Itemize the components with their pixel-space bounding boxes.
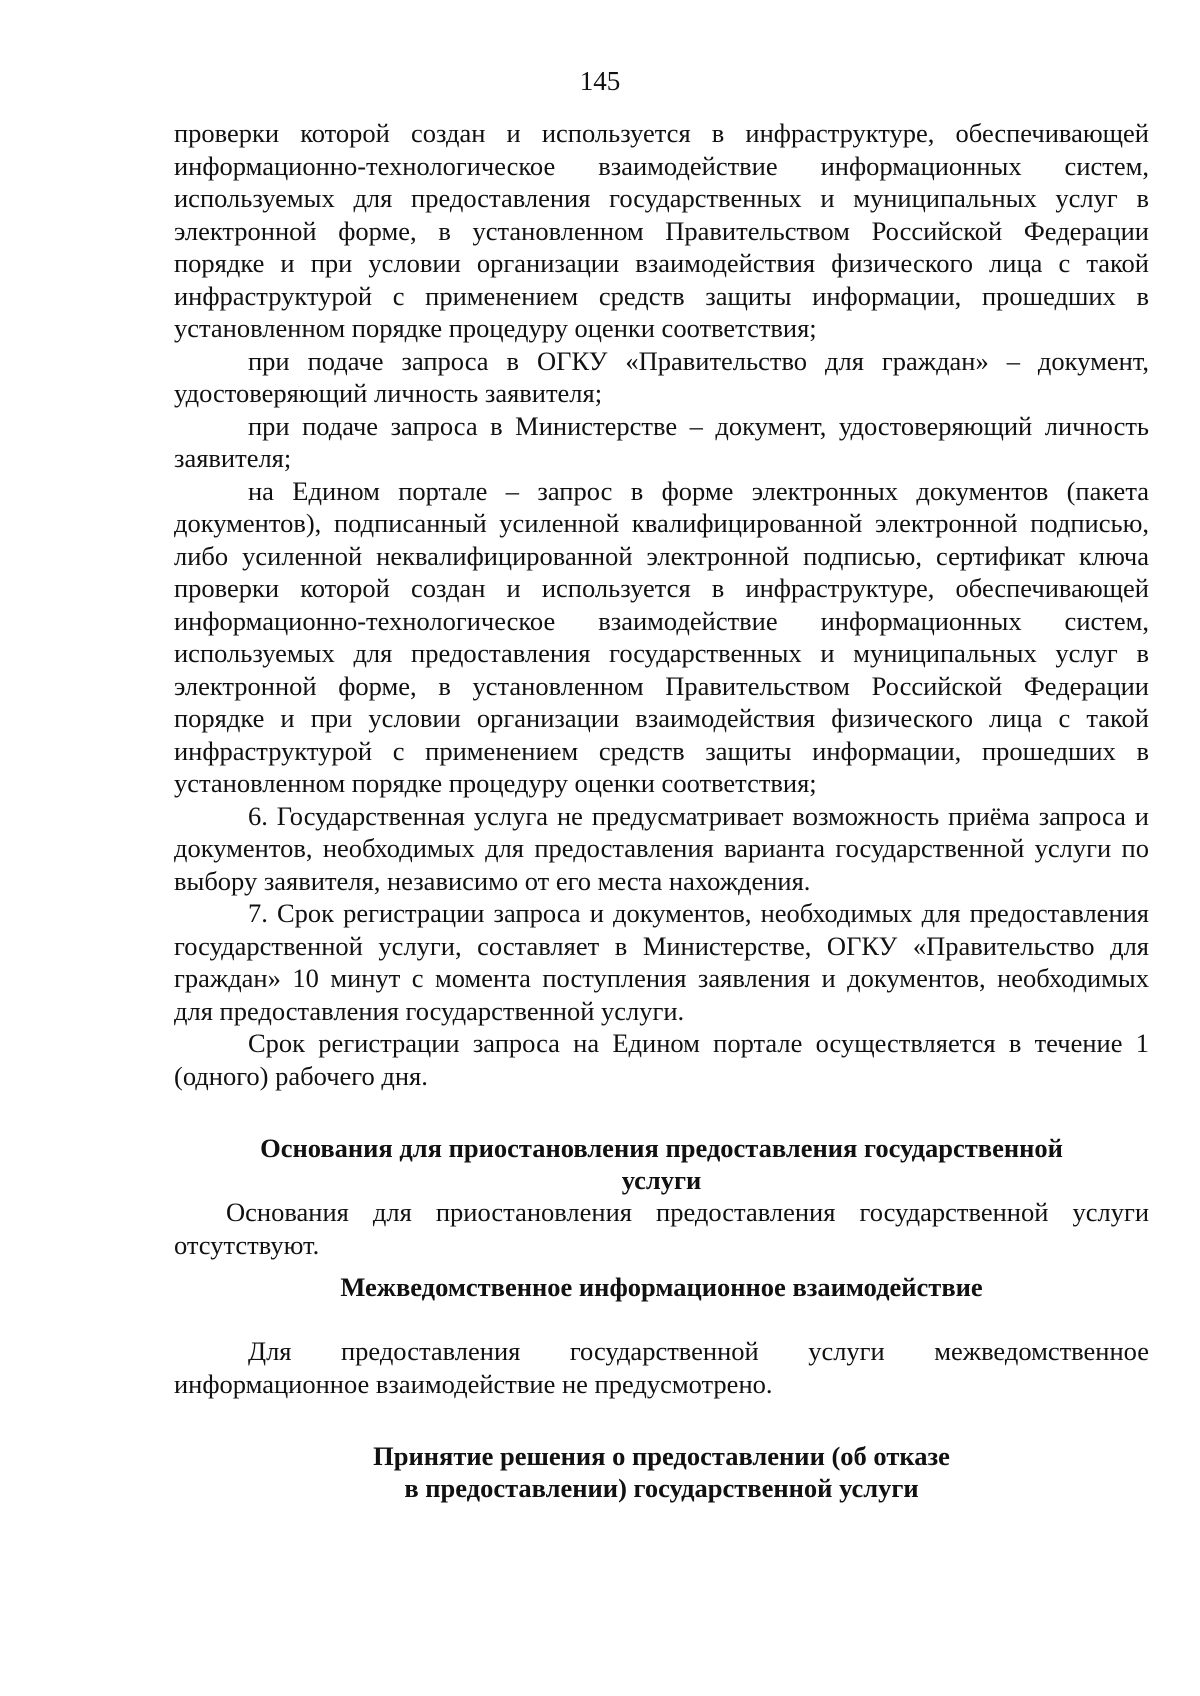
- spacer: [174, 1400, 1149, 1440]
- paragraph-unified-portal: на Едином портале – запрос в форме электронных документов (пакета документов), подписанный усиленной квалифицированной электронной подписью, либо усиленной неквалифицированной электронной подписью, сертификат ключа проверки которой создан и используется в инфраструктуре, обеспечивающей информационно-технологическое взаимодействие информационных систем, используемых для предоставления государственных и муниципальных услуг в электронной форме, в установленном Правительством Российской Федерации порядке и при условии организации взаимодействия физического лица с такой инфраструктурой с применением средств защиты информации, прошедших в установленном порядке процедуру оценки соответствия;: [174, 475, 1149, 798]
- paragraph-ogku-request: при подаче запроса в ОГКУ «Правительство для граждан» – документ, удостоверяющий личность заявителя;: [174, 345, 1149, 408]
- paragraph-portal-registration-term: Срок регистрации запроса на Едином портале осуществляется в течение 1 (одного) рабочего дня.: [174, 1028, 1149, 1091]
- document-body: [174, 117, 1149, 1504]
- heading-interagency: Межведомственное информационное взаимодействие: [340, 1272, 983, 1302]
- paragraph-signature-continuation: проверки которой создан и используется в инфраструктуре, обеспечивающей информационно-технологическое взаимодействие информационных систем, используемых для предоставления государственных и муниципальных услуг в электронной форме, в установленном Правительством Российской Федерации порядке и при условии организации взаимодействия физического лица с такой инфраструктурой с применением средств защиты информации, прошедших в установленном порядке процедуру оценки соответствия;: [174, 118, 1149, 343]
- paragraph-suspension-grounds: Основания для приостановления предоставления государственной услуги отсутствуют.: [174, 1197, 1149, 1260]
- heading-suspension-line1: Основания для приостановления предоставления государственной: [260, 1133, 1063, 1163]
- heading-decision-line1: Принятие решения о предоставлении (об отказе: [373, 1441, 950, 1471]
- heading-decision-line2: в предоставлении) государственной услуги: [404, 1473, 919, 1503]
- paragraph-item-6: 6. Государственная услуга не предусматривает возможность приёма запроса и документов, необходимых для предоставления варианта государственной услуги по выбору заявителя, независимо от его места нахождения.: [174, 800, 1149, 896]
- spacer: [174, 1261, 1149, 1271]
- spacer: [174, 1303, 1149, 1335]
- spacer: [174, 1092, 1149, 1132]
- paragraph-interagency: Для предоставления государственной услуги межведомственное информационное взаимодействие не предусмотрено.: [174, 1336, 1149, 1399]
- page-number: 145: [579, 66, 621, 96]
- paragraph-item-7: 7. Срок регистрации запроса и документов, необходимых для предоставления государственной услуги, составляет в Министерстве, ОГКУ «Правительство для граждан» 10 минут с момента поступления заявления и документов, необходимых для предоставления государственной услуги.: [174, 898, 1149, 1026]
- paragraph-ministry-request: при подаче запроса в Министерстве – документ, удостоверяющий личность заявителя;: [174, 410, 1149, 473]
- heading-suspension-line2: услуги: [621, 1165, 702, 1195]
